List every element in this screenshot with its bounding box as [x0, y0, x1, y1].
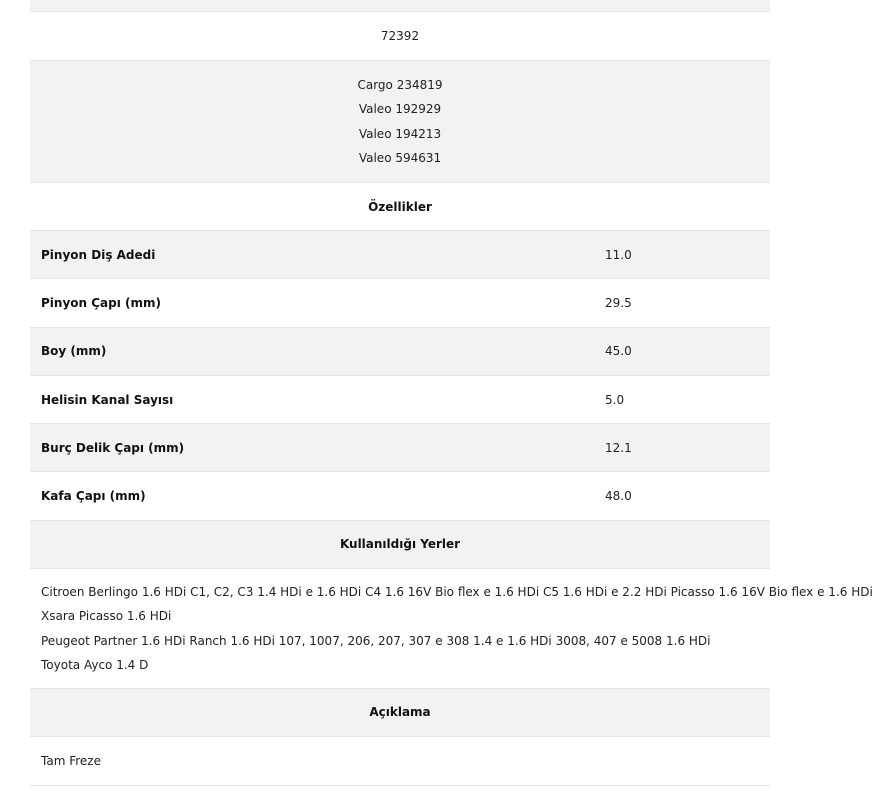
- cross-references-row: [30, 61, 770, 183]
- cross-reference: Cargo 234819: [357, 77, 443, 92]
- spec-label: Pinyon Diş Adedi: [41, 247, 156, 262]
- cross-reference: Valeo 594631: [358, 151, 442, 165]
- spec-row: [30, 231, 770, 279]
- spec-row: [30, 424, 770, 472]
- cross-reference: Valeo 192929: [358, 102, 442, 116]
- spec-value: 12.1: [605, 440, 632, 455]
- usage-list: [30, 569, 873, 689]
- product-code-row: [30, 12, 770, 61]
- spec-value: 11.0: [605, 247, 632, 262]
- description-text: Tam Freze: [30, 737, 770, 786]
- spec-label: Burç Delik Çapı (mm): [41, 440, 185, 455]
- spec-label: Pinyon Çapı (mm): [41, 295, 161, 310]
- spec-label: Kafa Çapı (mm): [41, 489, 146, 504]
- cross-reference: Valeo 194213: [358, 126, 442, 141]
- table-top-edge: [30, 0, 770, 12]
- usage-heading: Kullanıldığı Yerler: [30, 521, 770, 569]
- spec-value: 45.0: [605, 344, 632, 359]
- spec-row: [30, 376, 770, 424]
- usage-item: Peugeot Partner 1.6 HDi Ranch 1.6 HDi 107, 1007, 206, 207, 307 e 308 1.4 e 1.6 HDi 3008, 407 e 5008 1.6 HDi: [41, 633, 711, 648]
- description-heading: Açıklama: [30, 689, 770, 737]
- spec-label: Helisin Kanal Sayısı: [41, 392, 174, 407]
- product-code: 72392: [380, 29, 420, 43]
- spec-label: Boy (mm): [41, 344, 107, 359]
- spec-value: 48.0: [605, 489, 632, 504]
- specs-heading: Özellikler: [30, 183, 770, 231]
- spec-row: [30, 279, 770, 327]
- spec-row: [30, 328, 770, 376]
- usage-item: Xsara Picasso 1.6 HDi: [41, 609, 172, 624]
- usage-item: Citroen Berlingo 1.6 HDi C1, C2, C3 1.4 HDi e 1.6 HDi C4 1.6 16V Bio flex e 1.6 HDi C5 1.6 HDi e 2.2 HDi Picasso 1.6 16V Bio flex e 1.6 HDi: [41, 584, 873, 599]
- spec-value: 29.5: [605, 295, 632, 310]
- spec-row: [30, 472, 770, 520]
- spec-value: 5.0: [605, 392, 625, 407]
- usage-item: Toyota Ayco 1.4 D: [41, 658, 149, 673]
- product-details-table: [30, 0, 873, 786]
